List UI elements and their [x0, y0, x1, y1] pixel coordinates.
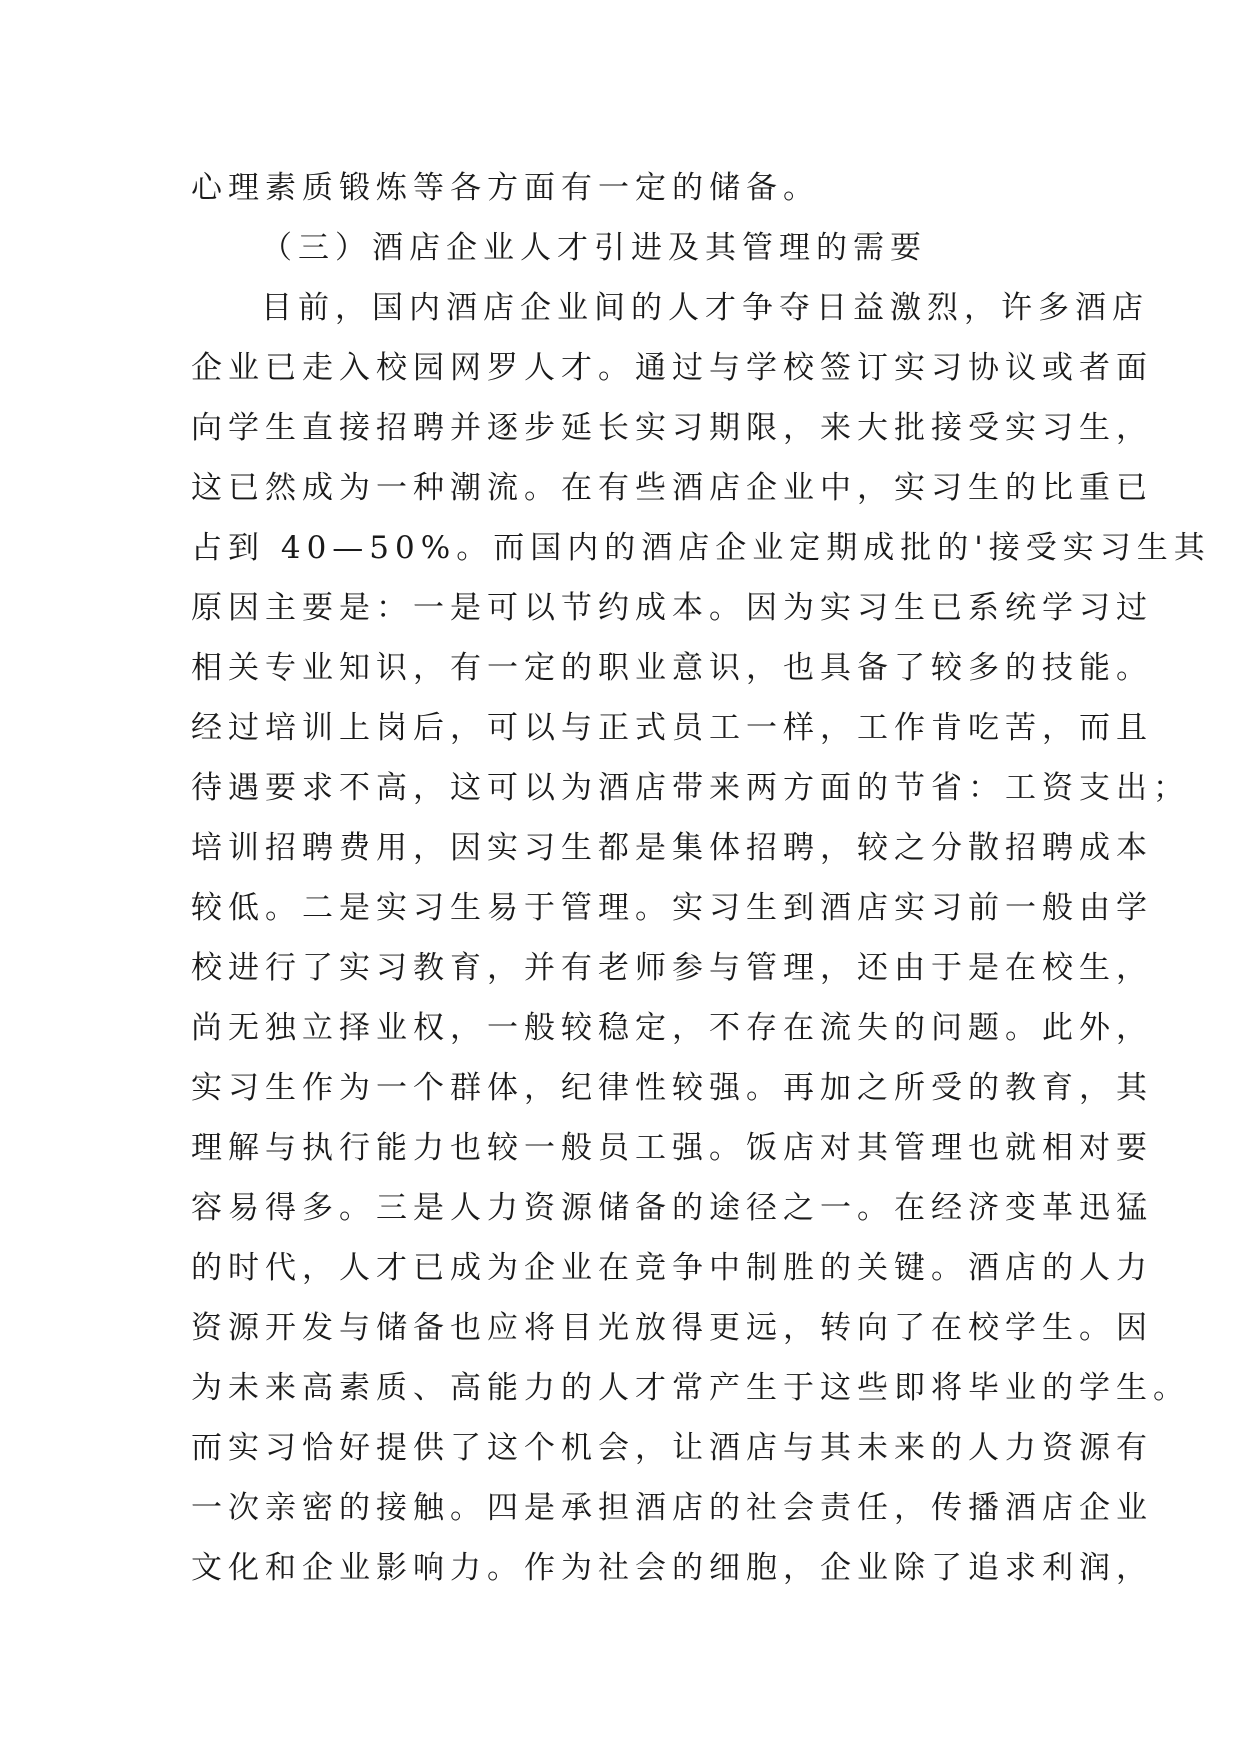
text-line: 尚无独立择业权，一般较稳定，不存在流失的问题。此外， [191, 1010, 1153, 1046]
text-line: 容易得多。三是人力资源储备的途径之一。在经济变革迅猛 [191, 1190, 1153, 1226]
text-line: 占到 40—50%。而国内的酒店企业定期成批的'接受实习生其 [191, 530, 1211, 566]
text-line: 相关专业知识，有一定的职业意识，也具备了较多的技能。 [191, 650, 1153, 686]
text-line: 而实习恰好提供了这个机会，让酒店与其未来的人力资源有 [191, 1430, 1153, 1466]
text-line: 一次亲密的接触。四是承担酒店的社会责任，传播酒店企业 [191, 1490, 1153, 1526]
text-line: 这已然成为一种潮流。在有些酒店企业中，实习生的比重已 [191, 470, 1153, 506]
text-line: 向学生直接招聘并逐步延长实习期限，来大批接受实习生， [191, 410, 1153, 446]
text-line: 较低。二是实习生易于管理。实习生到酒店实习前一般由学 [191, 890, 1153, 926]
text-line: 经过培训上岗后，可以与正式员工一样，工作肯吃苦，而且 [191, 710, 1153, 746]
text-line: 原因主要是：一是可以节约成本。因为实习生已系统学习过 [191, 590, 1153, 626]
text-line: 理解与执行能力也较一般员工强。饭店对其管理也就相对要 [191, 1130, 1153, 1166]
text-line: 的时代，人才已成为企业在竞争中制胜的关键。酒店的人力 [191, 1250, 1153, 1286]
body-text [191, 158, 1211, 1598]
section-heading: （三）酒店企业人才引进及其管理的需要 [261, 230, 927, 266]
text-line: 实习生作为一个群体，纪律性较强。再加之所受的教育，其 [191, 1070, 1153, 1106]
text-line: 为未来高素质、高能力的人才常产生于这些即将毕业的学生。 [191, 1370, 1190, 1406]
text-line: 文化和企业影响力。作为社会的细胞，企业除了追求利润， [191, 1550, 1153, 1586]
text-line: 资源开发与储备也应将目光放得更远，转向了在校学生。因 [191, 1310, 1153, 1346]
text-line: 校进行了实习教育，并有老师参与管理，还由于是在校生， [191, 950, 1153, 986]
text-line: 心理素质锻炼等各方面有一定的储备。 [191, 170, 820, 206]
text-line: 企业已走入校园网罗人才。通过与学校签订实习协议或者面 [191, 350, 1153, 386]
text-line: 待遇要求不高，这可以为酒店带来两方面的节省：工资支出； [191, 770, 1190, 806]
paragraph-first-line: 目前，国内酒店企业间的人才争夺日益激烈，许多酒店 [261, 290, 1149, 326]
text-line: 培训招聘费用，因实习生都是集体招聘，较之分散招聘成本 [191, 830, 1153, 866]
